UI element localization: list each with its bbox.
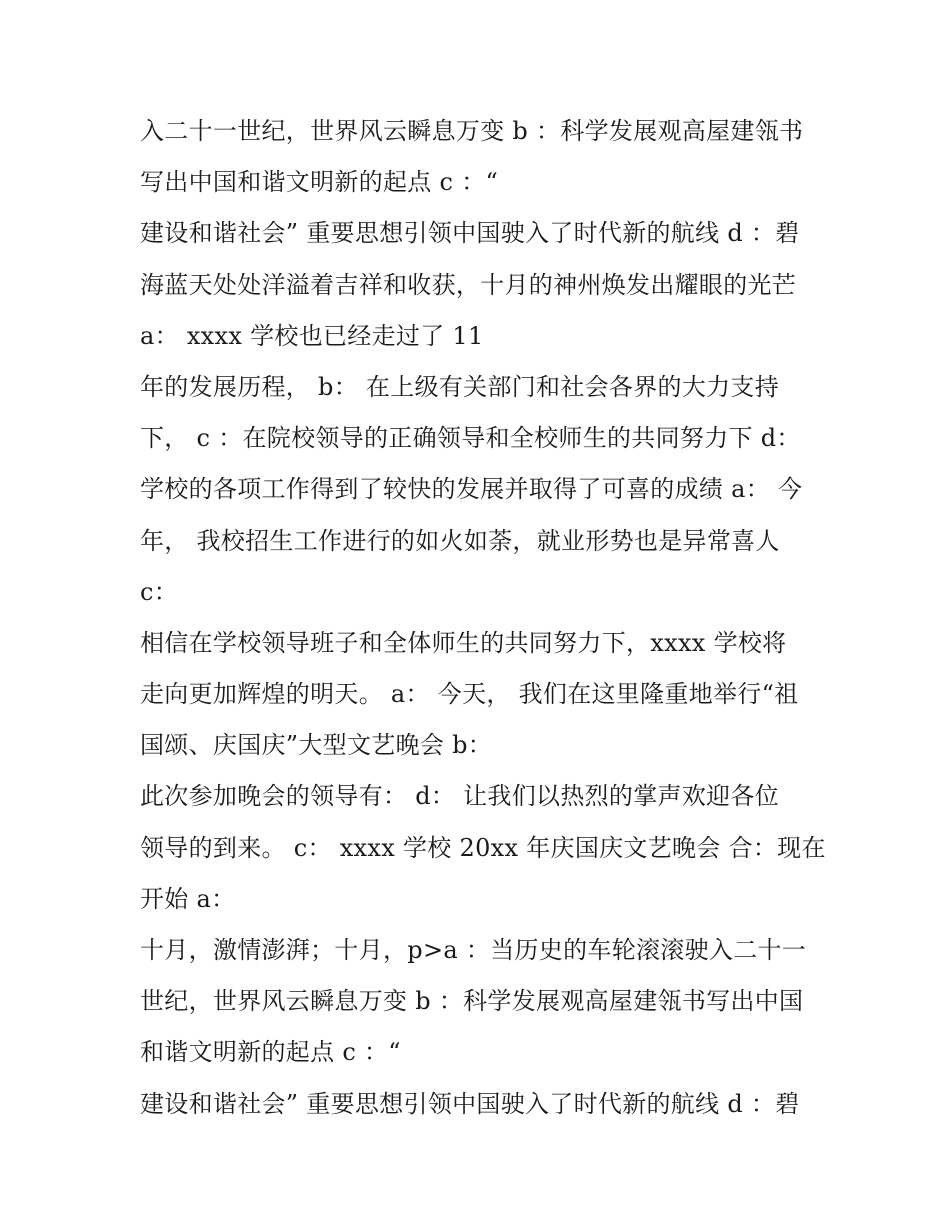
text-line: 国颂、庆国庆”大型文艺晚会 b： (140, 731, 493, 760)
text-line: 写出中国和谐文明新的起点 c ：“ (140, 168, 499, 197)
text-line: 开始 a： (140, 884, 236, 913)
text-line: 世纪，世界风云瞬息万变 b ：科学发展观高屋建瓴书写出中国 (140, 987, 804, 1016)
text-line: c： (140, 577, 179, 606)
text-line: 年， 我校招生工作进行的如火如荼，就业形势也是异常喜人 (140, 526, 780, 555)
text-line: 建设和谐社会” 重要思想引领中国驶入了时代新的航线 d ：碧 (140, 219, 800, 248)
text-line: 海蓝天处处洋溢着吉祥和收获，十月的神州焕发出耀眼的光芒 (140, 270, 797, 299)
text-line: 和谐文明新的起点 c ：“ (140, 1038, 401, 1067)
text-line: 走向更加辉煌的明天。 a： 今天， 我们在这里隆重地举行“祖 (140, 680, 799, 709)
text-line: 十月，激情澎湃；十月，p>a ：当历史的车轮滚滚驶入二十一 (140, 936, 807, 964)
text-line: 学校的各项工作得到了较快的发展并取得了可喜的成绩 a： 今 (140, 475, 803, 504)
text-line: 建设和谐社会” 重要思想引领中国驶入了时代新的航线 d ：碧 (140, 1089, 800, 1118)
text-line: a： xxxx 学校也已经走过了 11 (140, 321, 484, 350)
text-line: 领导的到来。 c： xxxx 学校 20xx 年庆国庆文艺晚会 合：现在 (140, 833, 826, 862)
text-line: 入二十一世纪，世界风云瞬息万变 b ：科学发展观高屋建瓴书 (140, 117, 804, 145)
body-text (140, 106, 826, 1130)
text-line: 相信在学校领导班子和全体师生的共同努力下，xxxx 学校将 (140, 628, 787, 657)
text-line: 年的发展历程， b： 在上级有关部门和社会各界的大力支持 (140, 372, 780, 401)
text-line: 此次参加晚会的领导有： d： 让我们以热烈的掌声欢迎各位 (140, 782, 780, 811)
text-line: 下， c ：在院校领导的正确领导和全校师生的共同努力下 d： (140, 424, 801, 453)
